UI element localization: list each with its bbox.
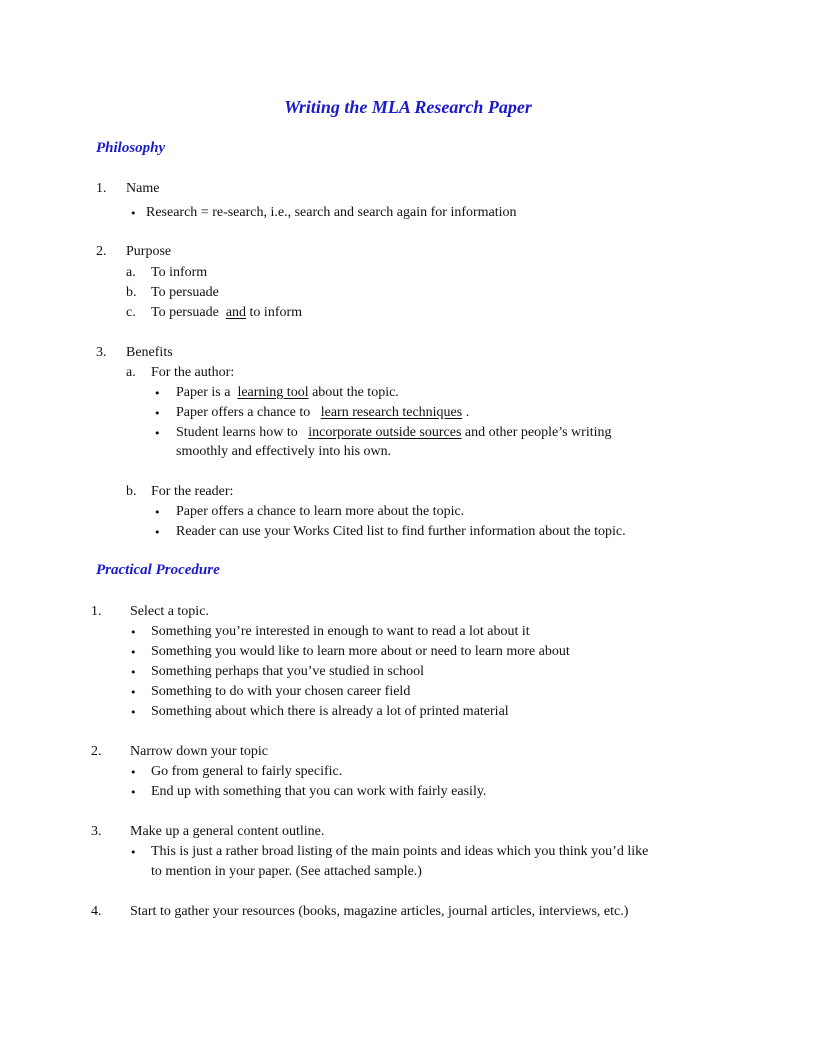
list-item: Something you’re interested in enough to want to read a lot about it <box>151 624 530 639</box>
list-number: 2. <box>96 244 107 259</box>
list-marker: c. <box>126 305 136 320</box>
underlined-text: learn research techniques <box>320 405 463 420</box>
list-item: Go from general to fairly specific. <box>151 764 343 779</box>
bullet-icon: • <box>130 207 137 220</box>
text-segment: Paper is a <box>176 385 231 400</box>
underlined-text: and <box>225 305 247 320</box>
bullet-icon: • <box>154 526 161 539</box>
list-item-label: Start to gather your resources (books, magazine articles, journal articles, interviews, etc.) <box>130 904 629 919</box>
list-marker: b. <box>126 285 137 300</box>
text-segment: about the topic. <box>312 385 399 400</box>
bullet-icon: • <box>130 706 137 719</box>
sub-list-label: For the reader: <box>151 484 234 499</box>
list-item: Something about which there is already a lot of printed material <box>151 704 509 719</box>
bullet-icon: • <box>130 766 137 779</box>
list-item-label: Benefits <box>126 345 173 360</box>
list-item: Reader can use your Works Cited list to find further information about the topic. <box>176 524 626 539</box>
list-item <box>176 424 611 441</box>
list-item-label: Make up a general content outline. <box>130 824 325 839</box>
list-marker: b. <box>126 484 137 499</box>
text-segment: Paper offers a chance to <box>176 405 311 420</box>
text-segment: and other people’s writing <box>464 425 612 440</box>
list-item <box>176 404 469 421</box>
underlined-text: learning tool <box>237 385 309 400</box>
bullet-icon: • <box>130 846 137 859</box>
list-number: 1. <box>91 604 102 619</box>
list-item: To inform <box>151 265 208 280</box>
list-item: This is just a rather broad listing of the main points and ideas which you think you’d like <box>151 844 649 859</box>
list-item-continuation: smoothly and effectively into his own. <box>176 444 392 459</box>
text-segment: Student learns how to <box>176 425 298 440</box>
list-marker: a. <box>126 365 136 380</box>
bullet-icon: • <box>130 666 137 679</box>
bullet-icon: • <box>130 786 137 799</box>
list-item: Research = re-search, i.e., search and search again for information <box>146 205 517 220</box>
list-item-continuation: to mention in your paper. (See attached sample.) <box>151 864 422 879</box>
list-item-label: Select a topic. <box>130 604 209 619</box>
list-marker: a. <box>126 265 136 280</box>
list-item: Something you would like to learn more about or need to learn more about <box>151 644 570 659</box>
section-heading-procedure: Practical Procedure <box>96 562 220 578</box>
bullet-icon: • <box>130 626 137 639</box>
text-segment: to inform <box>249 305 303 320</box>
list-item <box>176 384 399 401</box>
bullet-icon: • <box>154 387 161 400</box>
bullet-icon: • <box>154 407 161 420</box>
sub-list-label: For the author: <box>151 365 235 380</box>
bullet-icon: • <box>130 646 137 659</box>
list-number: 2. <box>91 744 102 759</box>
list-item-label: Name <box>126 181 160 196</box>
text-segment: To persuade <box>151 305 219 320</box>
list-number: 4. <box>91 904 102 919</box>
list-item: Something perhaps that you’ve studied in school <box>151 664 424 679</box>
list-item-label: Purpose <box>126 244 172 259</box>
list-item-label: Narrow down your topic <box>130 744 269 759</box>
bullet-icon: • <box>130 686 137 699</box>
bullet-icon: • <box>154 506 161 519</box>
list-number: 3. <box>96 345 107 360</box>
list-item: Something to do with your chosen career field <box>151 684 411 699</box>
list-number: 3. <box>91 824 102 839</box>
text-segment: . <box>465 405 470 420</box>
list-number: 1. <box>96 181 107 196</box>
list-item <box>151 304 302 321</box>
section-heading-philosophy: Philosophy <box>96 140 166 156</box>
underlined-text: incorporate outside sources <box>308 425 462 440</box>
bullet-icon: • <box>154 427 161 440</box>
list-item: End up with something that you can work with fairly easily. <box>151 784 487 799</box>
list-item: To persuade <box>151 285 219 300</box>
list-item: Paper offers a chance to learn more about the topic. <box>176 504 465 519</box>
page-title: Writing the MLA Research Paper <box>284 97 532 117</box>
